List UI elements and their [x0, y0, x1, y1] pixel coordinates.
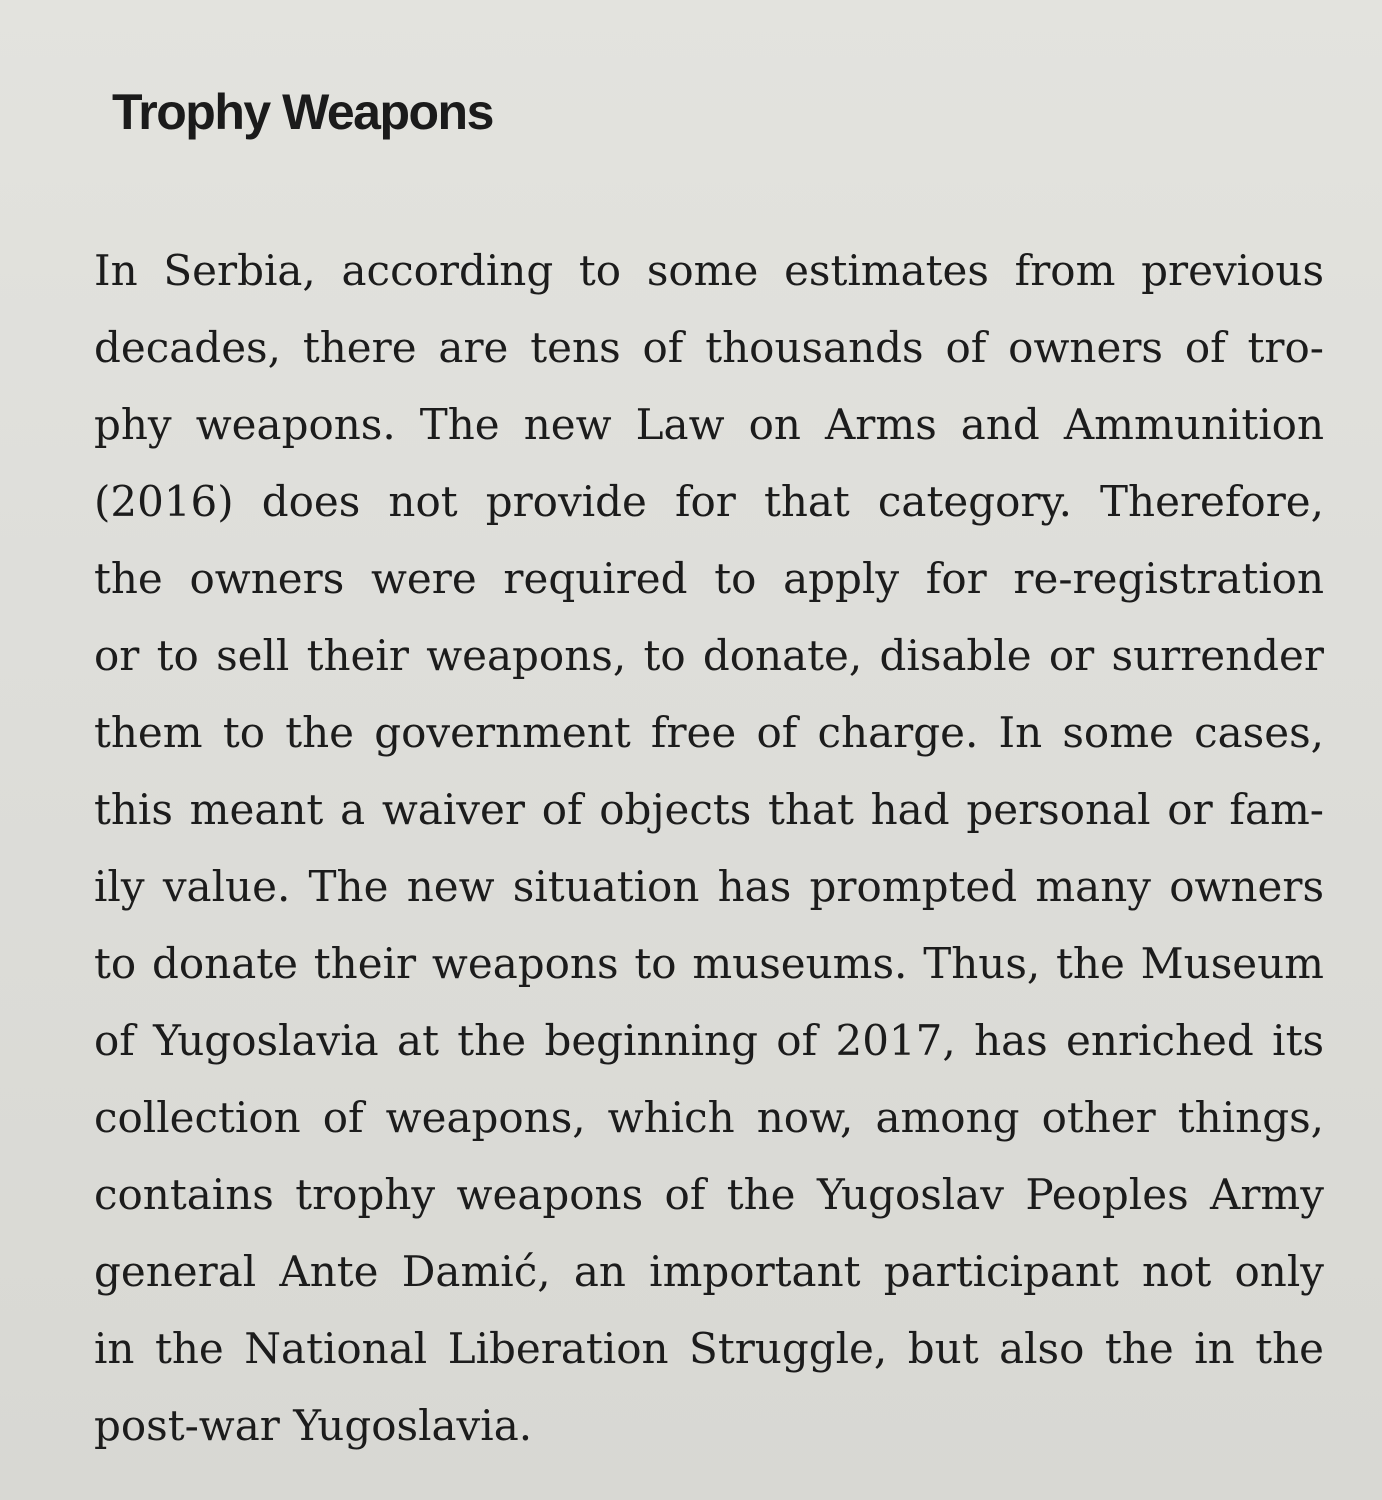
body-line: phy weapons. The new Law on Arms and Ammunition — [94, 400, 1324, 449]
body-line: to donate their weapons to museums. Thus, the Museum — [94, 939, 1324, 988]
body-line: general Ante Damić, an important participant not only — [94, 1247, 1324, 1296]
panel-title: Trophy Weapons — [112, 84, 493, 140]
panel-body-text — [94, 232, 1324, 1464]
body-line: post-war Yugoslavia. — [94, 1401, 533, 1450]
body-line: or to sell their weapons, to donate, disable or surrender — [94, 631, 1324, 680]
body-line: ily value. The new situation has prompted many owners — [94, 862, 1324, 911]
body-line: (2016) does not provide for that category. Therefore, — [94, 477, 1324, 526]
body-line: this meant a waiver of objects that had personal or fam- — [94, 785, 1324, 834]
body-line: contains trophy weapons of the Yugoslav Peoples Army — [94, 1170, 1324, 1219]
body-line: collection of weapons, which now, among other things, — [94, 1093, 1324, 1142]
body-line: of Yugoslavia at the beginning of 2017, has enriched its — [94, 1016, 1324, 1065]
body-line: In Serbia, according to some estimates from previous — [94, 246, 1324, 295]
body-line: decades, there are tens of thousands of owners of tro- — [94, 323, 1324, 372]
body-line: them to the government free of charge. In some cases, — [94, 708, 1324, 757]
body-line: the owners were required to apply for re-registration — [94, 554, 1324, 603]
body-line: in the National Liberation Struggle, but also the in the — [94, 1324, 1324, 1373]
